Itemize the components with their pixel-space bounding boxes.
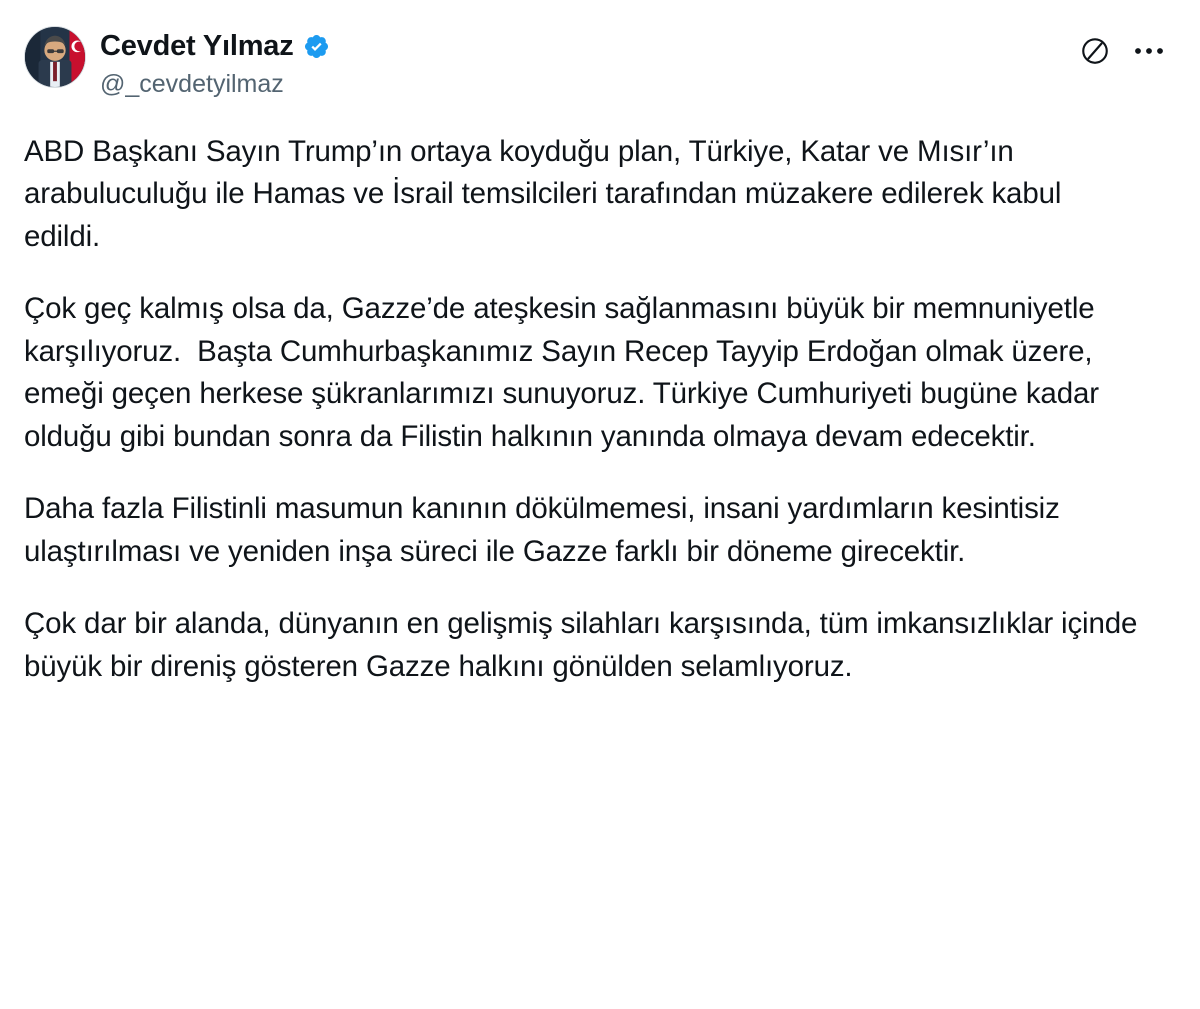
grok-icon[interactable] — [1080, 36, 1110, 66]
tweet-paragraph: ABD Başkanı Sayın Trump’ın ortaya koyduğu plan, Türkiye, Katar ve Mısır’ın arabuluculuğu ile Hamas ve İsrail temsilcileri tarafından müzakere edilerek kabul edildi. — [24, 134, 1070, 253]
avatar[interactable] — [24, 26, 86, 88]
tweet-header — [18, 26, 1170, 101]
more-options-icon[interactable] — [1132, 36, 1166, 66]
author-identity — [100, 26, 330, 101]
tweet-text — [18, 131, 1170, 688]
author-name-row — [100, 30, 330, 63]
author-handle[interactable]: @_cevdetyilmaz — [100, 70, 284, 99]
tweet-paragraph: Çok dar bir alanda, dünyanın en gelişmiş silahları karşısında, tüm imkansızlıklar içinde büyük bir direniş gösteren Gazze halkını gönülden selamlıyoruz. — [24, 607, 1146, 683]
author-display-name[interactable]: Cevdet Yılmaz — [100, 30, 294, 62]
header-actions — [1080, 36, 1166, 66]
verified-badge-icon — [303, 33, 330, 60]
tweet-paragraph: Çok geç kalmış olsa da, Gazze’de ateşkesin sağlanmasını büyük bir memnuniyetle karşılıyoruz. Başta Cumhurbaşkanımız Sayın Recep Tayyip Erdoğan olmak üzere, emeği geçen herkese şükranlarımızı sunuyoruz. Türkiye Cumhuriyeti bugüne kadar olduğu gibi bundan sonra da Filistin halkının yanında olmaya devam edecektir. — [24, 292, 1107, 453]
tweet-paragraph: Daha fazla Filistinli masumun kanının dökülmemesi, insani yardımların kesintisiz ulaştırılması ve yeniden inşa süreci ile Gazze farklı bir döneme girecektir. — [24, 492, 1068, 568]
